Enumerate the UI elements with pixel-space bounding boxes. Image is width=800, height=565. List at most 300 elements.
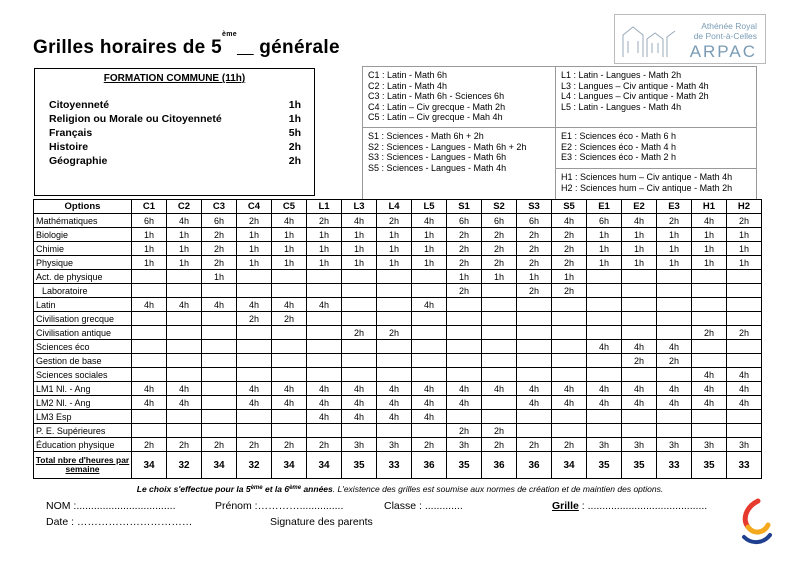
hours-cell: 4h xyxy=(552,396,587,410)
header-l5: L5 xyxy=(412,200,447,214)
hours-cell xyxy=(622,410,657,424)
hours-cell: 4h xyxy=(412,410,447,424)
hours-cell xyxy=(552,354,587,368)
hours-cell xyxy=(307,368,342,382)
hours-cell: 2h xyxy=(517,284,552,298)
hours-cell: 2h xyxy=(237,312,272,326)
row-label: Civilisation grecque xyxy=(34,312,132,326)
hours-cell xyxy=(517,410,552,424)
hours-cell: 1h xyxy=(622,242,657,256)
hours-cell xyxy=(447,340,482,354)
nom-field[interactable]: NOM :.................................. xyxy=(46,500,176,512)
hours-cell: 4h xyxy=(482,382,517,396)
hours-cell: 4h xyxy=(657,340,692,354)
hours-cell xyxy=(552,326,587,340)
hours-cell xyxy=(377,340,412,354)
hours-cell: 1h xyxy=(727,242,762,256)
hours-cell: 4h xyxy=(167,382,202,396)
formation-commune-box xyxy=(34,68,315,196)
options-table xyxy=(33,199,762,479)
hours-cell: 2h xyxy=(482,256,517,270)
hours-cell xyxy=(202,368,237,382)
grilles-e-box: E1 : Sciences éco - Math 6 h E2 : Sciences éco - Math 4 h E3 : Sciences éco - Math 2 h xyxy=(555,127,757,169)
hours-cell xyxy=(202,396,237,410)
hours-cell: 2h xyxy=(657,214,692,228)
total-cell: 33 xyxy=(727,452,762,479)
hours-cell: 4h xyxy=(377,410,412,424)
hours-cell: 4h xyxy=(377,396,412,410)
hours-cell xyxy=(587,368,622,382)
header-c1: C1 xyxy=(132,200,167,214)
hours-cell: 4h xyxy=(132,298,167,312)
hours-cell: 4h xyxy=(342,396,377,410)
hours-cell: 4h xyxy=(447,396,482,410)
hours-cell xyxy=(552,368,587,382)
hours-cell xyxy=(657,326,692,340)
hours-cell xyxy=(657,270,692,284)
hours-cell: 2h xyxy=(482,228,517,242)
hours-cell: 1h xyxy=(377,228,412,242)
hours-cell: 4h xyxy=(132,396,167,410)
hours-cell xyxy=(482,298,517,312)
row-label: LM1 Nl. - Ang xyxy=(34,382,132,396)
hours-cell: 3h xyxy=(587,438,622,452)
row-label: Civilisation antique xyxy=(34,326,132,340)
header-l4: L4 xyxy=(377,200,412,214)
hours-cell xyxy=(342,298,377,312)
hours-cell xyxy=(517,312,552,326)
hours-cell: 1h xyxy=(307,256,342,270)
total-row xyxy=(34,452,762,479)
row-label: Act. de physique xyxy=(34,270,132,284)
hours-cell xyxy=(727,340,762,354)
hours-cell: 1h xyxy=(727,228,762,242)
hours-cell: 1h xyxy=(167,242,202,256)
hours-cell: 4h xyxy=(377,382,412,396)
table-row xyxy=(34,368,762,382)
table-row xyxy=(34,284,762,298)
hours-cell xyxy=(307,424,342,438)
hours-cell: 1h xyxy=(377,256,412,270)
table-row xyxy=(34,410,762,424)
grilles-c-box: C1 : Latin - Math 6h C2 : Latin - Math 4h C3 : Latin - Math 6h - Sciences 6h C4 : Latin – Civ grecque - Math 2h C5 : Latin – Civ grecque - Mah 4h xyxy=(362,66,556,128)
hours-cell xyxy=(447,298,482,312)
hours-cell xyxy=(622,424,657,438)
hours-cell: 2h xyxy=(552,438,587,452)
prenom-field[interactable]: Prénom :…………............... xyxy=(215,500,344,512)
hours-cell: 2h xyxy=(307,214,342,228)
hours-cell xyxy=(692,312,727,326)
hours-cell: 2h xyxy=(272,312,307,326)
hours-cell xyxy=(342,312,377,326)
hours-cell xyxy=(202,284,237,298)
table-row xyxy=(34,256,762,270)
hours-cell: 3h xyxy=(342,438,377,452)
hours-cell: 4h xyxy=(692,382,727,396)
header-l3: L3 xyxy=(342,200,377,214)
hours-cell xyxy=(692,340,727,354)
row-label: Sciences éco xyxy=(34,340,132,354)
hours-cell xyxy=(552,410,587,424)
hours-cell xyxy=(517,354,552,368)
hours-cell xyxy=(202,382,237,396)
header-h2: H2 xyxy=(727,200,762,214)
table-row xyxy=(34,326,762,340)
hours-cell: 1h xyxy=(237,228,272,242)
hours-cell: 1h xyxy=(132,228,167,242)
hours-cell: 4h xyxy=(657,382,692,396)
hours-cell: 4h xyxy=(412,298,447,312)
hours-cell: 4h xyxy=(342,382,377,396)
hours-cell xyxy=(377,284,412,298)
hours-cell xyxy=(272,284,307,298)
hours-cell: 4h xyxy=(552,214,587,228)
hours-cell: 2h xyxy=(727,214,762,228)
row-label: Sciences sociales xyxy=(34,368,132,382)
hours-cell xyxy=(657,312,692,326)
hours-cell xyxy=(167,270,202,284)
hours-cell xyxy=(587,270,622,284)
hours-cell: 2h xyxy=(482,438,517,452)
formation-row: Religion ou Morale ou Citoyenneté 1h xyxy=(49,113,301,125)
hours-cell: 1h xyxy=(272,242,307,256)
hours-cell xyxy=(482,410,517,424)
hours-cell: 4h xyxy=(307,298,342,312)
hours-cell xyxy=(237,368,272,382)
hours-cell: 4h xyxy=(412,396,447,410)
hours-cell: 1h xyxy=(657,242,692,256)
hours-cell xyxy=(412,354,447,368)
grilles-h-box: H1 : Sciences hum – Civ antique - Math 4h H2 : Sciences hum – Civ antique - Math 2h xyxy=(555,168,757,200)
hours-cell: 2h xyxy=(167,438,202,452)
hours-cell: 4h xyxy=(622,396,657,410)
hours-cell xyxy=(377,312,412,326)
hours-cell xyxy=(727,354,762,368)
hours-cell xyxy=(132,284,167,298)
hours-cell: 4h xyxy=(237,298,272,312)
hours-cell: 4h xyxy=(412,214,447,228)
hours-cell: 2h xyxy=(517,256,552,270)
hours-cell xyxy=(272,340,307,354)
hours-cell xyxy=(167,312,202,326)
hours-cell xyxy=(587,312,622,326)
hours-cell xyxy=(202,312,237,326)
formation-row: Histoire 2h xyxy=(49,141,301,153)
hours-cell: 1h xyxy=(307,242,342,256)
total-cell: 32 xyxy=(167,452,202,479)
header-s2: S2 xyxy=(482,200,517,214)
hours-cell xyxy=(377,298,412,312)
hours-cell xyxy=(622,270,657,284)
hours-cell: 6h xyxy=(132,214,167,228)
grilles-l-box: L1 : Latin - Langues - Math 2h L3 : Langues – Civ antique - Math 4h L4 : Langues – Civ antique - Math 2h L5 : Latin - Langues - Math 4h xyxy=(555,66,757,128)
hours-cell: 2h xyxy=(202,438,237,452)
hours-cell xyxy=(692,270,727,284)
hours-cell xyxy=(167,368,202,382)
hours-cell: 4h xyxy=(237,396,272,410)
header-e3: E3 xyxy=(657,200,692,214)
hours-cell xyxy=(167,340,202,354)
hours-cell: 4h xyxy=(342,214,377,228)
hours-cell xyxy=(342,354,377,368)
hours-cell xyxy=(237,326,272,340)
hours-cell: 1h xyxy=(657,256,692,270)
hours-cell: 2h xyxy=(552,256,587,270)
header-s5: S5 xyxy=(552,200,587,214)
total-cell: 34 xyxy=(132,452,167,479)
hours-cell: 2h xyxy=(447,424,482,438)
logo-text: Athénée Royal de Pont-à-Celles xyxy=(693,21,757,41)
formation-commune-title: FORMATION COMMUNE (11h) xyxy=(103,73,246,84)
hours-cell xyxy=(552,298,587,312)
table-row xyxy=(34,354,762,368)
hours-cell: 4h xyxy=(272,382,307,396)
hours-cell: 1h xyxy=(272,256,307,270)
hours-cell: 2h xyxy=(447,228,482,242)
hours-cell: 2h xyxy=(237,438,272,452)
table-row xyxy=(34,340,762,354)
hours-cell: 1h xyxy=(517,270,552,284)
hours-cell xyxy=(412,312,447,326)
hours-cell: 4h xyxy=(412,382,447,396)
hours-cell xyxy=(132,368,167,382)
hours-cell: 3h xyxy=(377,438,412,452)
hours-cell xyxy=(272,270,307,284)
hours-cell: 1h xyxy=(412,242,447,256)
hours-cell xyxy=(657,368,692,382)
table-row xyxy=(34,382,762,396)
hours-cell xyxy=(482,312,517,326)
hours-cell: 4h xyxy=(692,214,727,228)
hours-cell xyxy=(517,340,552,354)
total-cell: 32 xyxy=(237,452,272,479)
hours-cell: 2h xyxy=(657,354,692,368)
total-cell: 34 xyxy=(202,452,237,479)
hours-cell: 2h xyxy=(517,228,552,242)
hours-cell xyxy=(447,410,482,424)
hours-cell xyxy=(237,410,272,424)
hours-cell xyxy=(552,312,587,326)
hours-cell xyxy=(412,424,447,438)
hours-cell: 4h xyxy=(272,214,307,228)
hours-cell: 2h xyxy=(482,242,517,256)
total-cell: 35 xyxy=(692,452,727,479)
hours-cell xyxy=(482,340,517,354)
hours-cell xyxy=(307,270,342,284)
hours-cell: 4h xyxy=(727,382,762,396)
hours-cell: 1h xyxy=(447,270,482,284)
hours-cell: 1h xyxy=(587,256,622,270)
footnote: Le choix s'effectue pour la 5ème et la 6ème années. L'existence des grilles est soumise aux normes de création et de maintien des options. xyxy=(136,484,664,494)
hours-cell xyxy=(167,354,202,368)
hours-cell xyxy=(587,326,622,340)
hours-cell: 4h xyxy=(167,214,202,228)
hours-cell xyxy=(727,424,762,438)
hours-cell xyxy=(657,410,692,424)
hours-cell xyxy=(272,410,307,424)
hours-cell xyxy=(622,326,657,340)
hours-cell xyxy=(657,298,692,312)
hours-cell xyxy=(377,424,412,438)
hours-cell xyxy=(272,326,307,340)
header-c5: C5 xyxy=(272,200,307,214)
hours-cell xyxy=(517,298,552,312)
hours-cell: 2h xyxy=(377,326,412,340)
total-cell: 36 xyxy=(482,452,517,479)
hours-cell: 4h xyxy=(727,368,762,382)
hours-cell xyxy=(342,284,377,298)
hours-cell xyxy=(587,424,622,438)
hours-cell: 1h xyxy=(657,228,692,242)
header-s3: S3 xyxy=(517,200,552,214)
hours-cell: 4h xyxy=(552,382,587,396)
hours-cell: 4h xyxy=(167,298,202,312)
hours-cell xyxy=(727,270,762,284)
hours-cell: 4h xyxy=(342,410,377,424)
row-label: Éducation physique xyxy=(34,438,132,452)
hours-cell xyxy=(587,410,622,424)
hours-cell: 3h xyxy=(692,438,727,452)
hours-cell: 1h xyxy=(622,228,657,242)
hours-cell: 2h xyxy=(727,326,762,340)
hours-cell xyxy=(307,340,342,354)
hours-cell: 1h xyxy=(692,228,727,242)
hours-cell xyxy=(202,326,237,340)
table-row xyxy=(34,298,762,312)
total-cell: 35 xyxy=(622,452,657,479)
hours-cell xyxy=(272,368,307,382)
hours-cell: 1h xyxy=(167,256,202,270)
hours-cell: 4h xyxy=(517,396,552,410)
hours-cell xyxy=(132,312,167,326)
hours-cell xyxy=(132,340,167,354)
hours-cell: 6h xyxy=(447,214,482,228)
row-label: Chimie xyxy=(34,242,132,256)
hours-cell: 4h xyxy=(517,382,552,396)
table-row xyxy=(34,214,762,228)
hours-cell xyxy=(377,270,412,284)
hours-cell xyxy=(342,270,377,284)
row-label: Biologie xyxy=(34,228,132,242)
total-cell: 34 xyxy=(552,452,587,479)
hours-cell: 4h xyxy=(272,396,307,410)
header-options: Options xyxy=(34,200,132,214)
hours-cell xyxy=(482,284,517,298)
hours-cell xyxy=(132,424,167,438)
hours-cell xyxy=(412,326,447,340)
hours-cell xyxy=(447,368,482,382)
hours-cell: 1h xyxy=(272,228,307,242)
total-label: Total nbre d'heures par semaine xyxy=(34,452,132,479)
hours-cell: 1h xyxy=(727,256,762,270)
signature-label: Signature des parents xyxy=(270,516,373,528)
hours-cell xyxy=(342,424,377,438)
hours-cell: 1h xyxy=(237,242,272,256)
hours-cell: 1h xyxy=(167,228,202,242)
date-field[interactable]: Date : …………………………… xyxy=(46,516,193,528)
hours-cell: 3h xyxy=(622,438,657,452)
hours-cell xyxy=(657,424,692,438)
hours-cell: 2h xyxy=(412,438,447,452)
hours-cell xyxy=(692,410,727,424)
hours-cell: 1h xyxy=(237,256,272,270)
classe-field[interactable]: Classe : ............. xyxy=(384,500,463,512)
hours-cell xyxy=(482,354,517,368)
table-row xyxy=(34,228,762,242)
hours-cell xyxy=(307,284,342,298)
hours-cell: 1h xyxy=(132,256,167,270)
header-h1: H1 xyxy=(692,200,727,214)
hours-cell: 1h xyxy=(692,256,727,270)
hours-cell xyxy=(412,340,447,354)
hours-cell xyxy=(517,424,552,438)
hours-cell: 1h xyxy=(587,228,622,242)
hours-cell xyxy=(587,284,622,298)
header-e2: E2 xyxy=(622,200,657,214)
hours-cell: 4h xyxy=(307,410,342,424)
hours-cell xyxy=(727,410,762,424)
row-label: P. E. Supérieures xyxy=(34,424,132,438)
hours-cell xyxy=(622,298,657,312)
hours-cell xyxy=(727,312,762,326)
table-row xyxy=(34,424,762,438)
hours-cell: 4h xyxy=(587,340,622,354)
hours-cell: 2h xyxy=(202,256,237,270)
table-row xyxy=(34,396,762,410)
hours-cell xyxy=(622,368,657,382)
row-label: Physique xyxy=(34,256,132,270)
hours-cell xyxy=(552,424,587,438)
hours-cell: 4h xyxy=(622,214,657,228)
hours-cell: 4h xyxy=(692,396,727,410)
hours-cell xyxy=(447,354,482,368)
table-header-row xyxy=(34,200,762,214)
hours-cell: 1h xyxy=(552,270,587,284)
hours-cell: 1h xyxy=(342,256,377,270)
hours-cell xyxy=(272,424,307,438)
hours-cell: 6h xyxy=(482,214,517,228)
hours-cell: 4h xyxy=(307,396,342,410)
total-cell: 34 xyxy=(272,452,307,479)
hours-cell: 4h xyxy=(622,340,657,354)
hours-cell xyxy=(167,284,202,298)
hours-cell: 4h xyxy=(167,396,202,410)
hours-cell: 6h xyxy=(587,214,622,228)
grille-field[interactable]: Grille : ......................................... xyxy=(552,500,708,512)
hours-cell xyxy=(132,270,167,284)
hours-cell xyxy=(307,354,342,368)
hours-cell: 1h xyxy=(692,242,727,256)
hours-cell xyxy=(692,298,727,312)
hours-cell xyxy=(132,326,167,340)
header-c4: C4 xyxy=(237,200,272,214)
hours-cell xyxy=(692,354,727,368)
hours-cell: 4h xyxy=(272,298,307,312)
hours-cell: 1h xyxy=(202,270,237,284)
hours-cell xyxy=(342,340,377,354)
hours-cell xyxy=(412,284,447,298)
formation-row: Français 5h xyxy=(49,127,301,139)
hours-cell xyxy=(307,326,342,340)
hours-cell: 1h xyxy=(412,256,447,270)
swirl-logo-icon xyxy=(736,497,774,547)
header-c2: C2 xyxy=(167,200,202,214)
hours-cell: 3h xyxy=(727,438,762,452)
table-row xyxy=(34,270,762,284)
school-logo xyxy=(614,14,766,64)
hours-cell xyxy=(622,284,657,298)
hours-cell: 2h xyxy=(447,256,482,270)
